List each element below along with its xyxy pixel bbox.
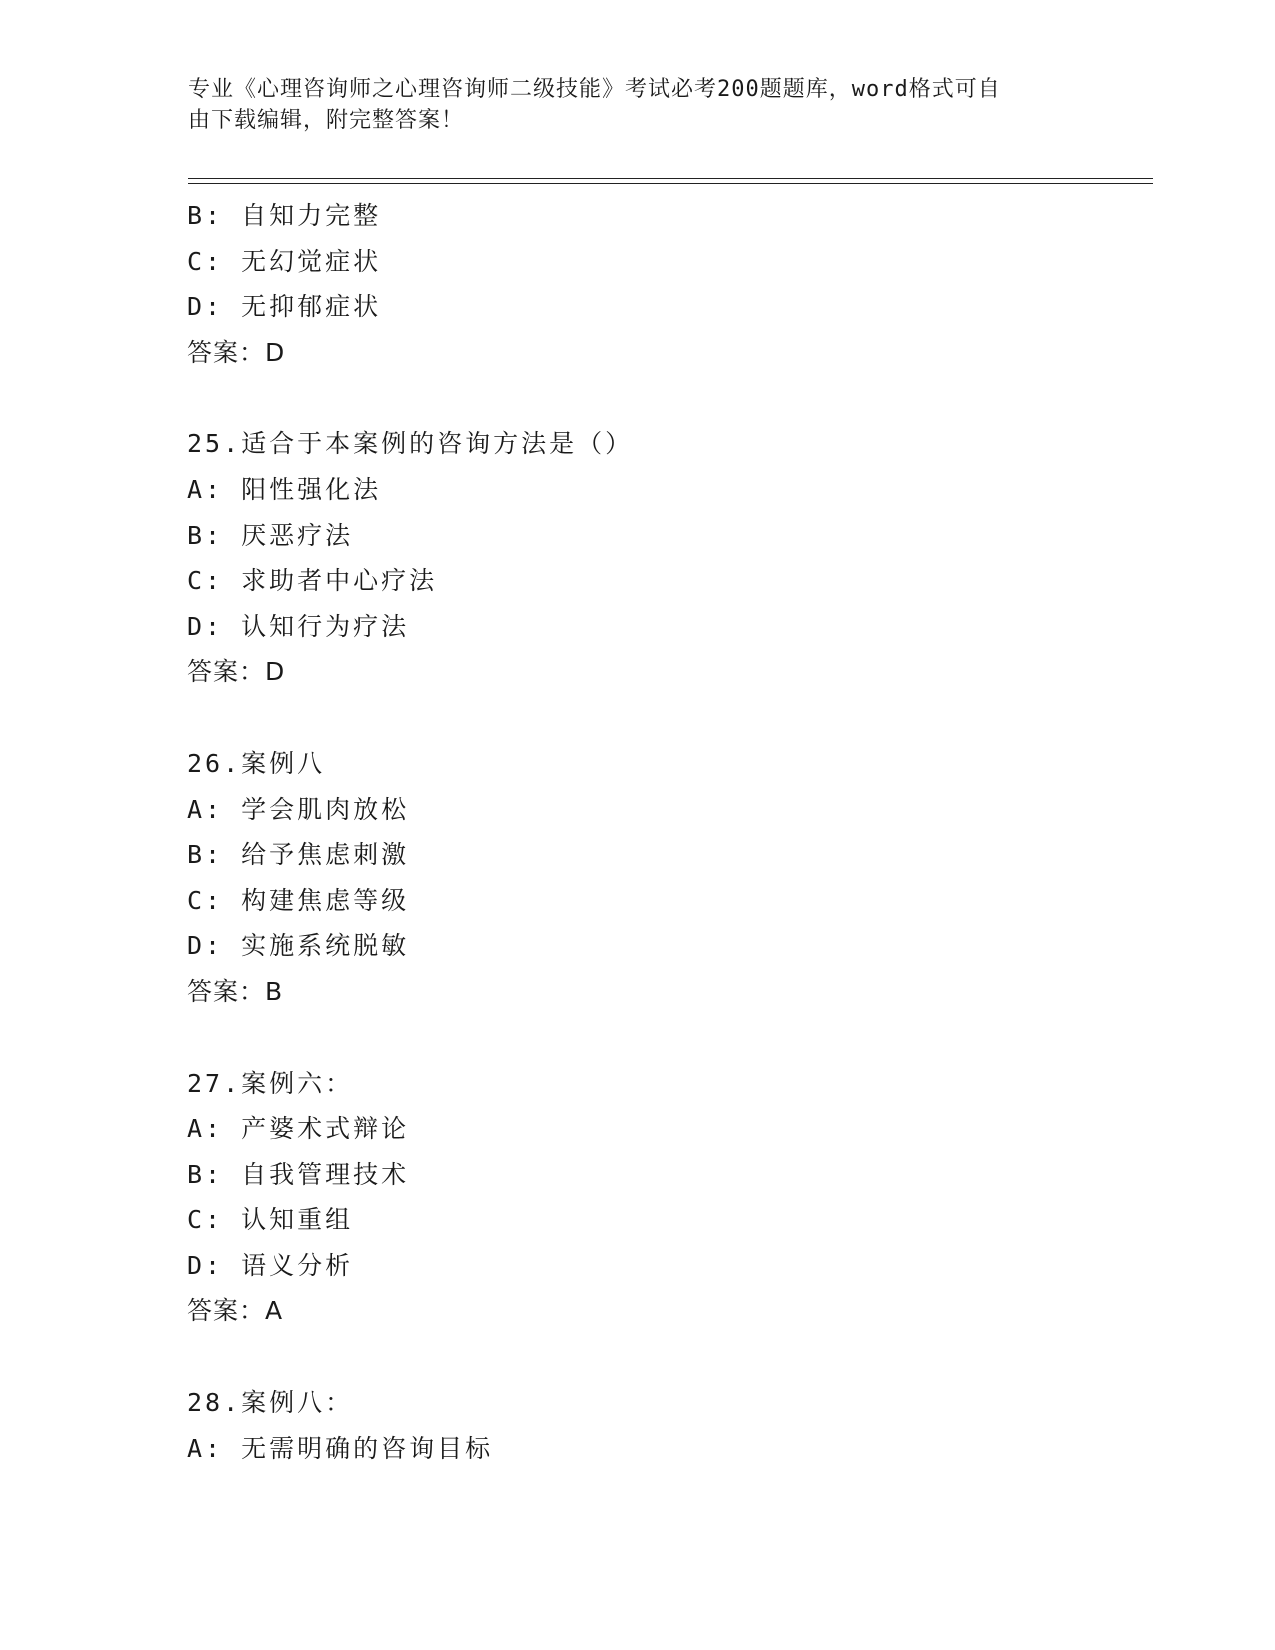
question-26	[187, 741, 1147, 1015]
document-header	[188, 74, 1068, 136]
header-line-2: 由下载编辑，附完整答案！	[188, 108, 465, 133]
spacer	[187, 1334, 1147, 1380]
header-divider-top	[188, 178, 1153, 179]
option-b: B: 自知力完整	[187, 201, 382, 230]
option-b: B: 厌恶疗法	[187, 520, 354, 550]
question-list	[187, 193, 1147, 1471]
option-c: C: 求助者中心疗法	[187, 566, 438, 596]
spacer	[187, 1015, 1147, 1061]
option-d: D: 语义分析	[187, 1250, 354, 1280]
option-a: A: 无需明确的咨询目标	[187, 1433, 494, 1463]
option-a: A: 阳性强化法	[187, 474, 382, 504]
question-27	[187, 1061, 1147, 1335]
option-c: C: 无幻觉症状	[187, 246, 382, 276]
option-c: C: 认知重组	[187, 1205, 354, 1235]
option-d: D: 实施系统脱敏	[187, 931, 410, 961]
question-28	[187, 1380, 1147, 1471]
answer-line: 答案：D	[187, 657, 286, 687]
option-b: B: 给予焦虑刺激	[187, 840, 410, 870]
question-stem: 28.案例八：	[187, 1388, 354, 1418]
answer-line: 答案：B	[187, 976, 284, 1006]
option-d: D: 无抑郁症状	[187, 292, 382, 322]
continued-question	[187, 193, 1147, 375]
option-c: C: 构建焦虑等级	[187, 885, 410, 915]
spacer	[187, 375, 1147, 421]
spacer	[187, 695, 1147, 741]
question-stem: 27.案例六：	[187, 1068, 354, 1098]
header-divider-bottom	[188, 183, 1153, 184]
question-stem: 25.适合于本案例的咨询方法是（）	[187, 429, 634, 459]
option-a: A: 学会肌肉放松	[187, 794, 410, 824]
answer-line: 答案：A	[187, 1296, 284, 1326]
option-b: B: 自我管理技术	[187, 1159, 410, 1189]
question-stem: 26.案例八	[187, 748, 326, 778]
option-d: D: 认知行为疗法	[187, 611, 410, 641]
question-25	[187, 421, 1147, 695]
answer-line: 答案：D	[187, 337, 286, 367]
option-a: A: 产婆术式辩论	[187, 1114, 410, 1144]
header-line-1: 专业《心理咨询师之心理咨询师二级技能》考试必考200题题库，word格式可自	[188, 77, 1001, 102]
